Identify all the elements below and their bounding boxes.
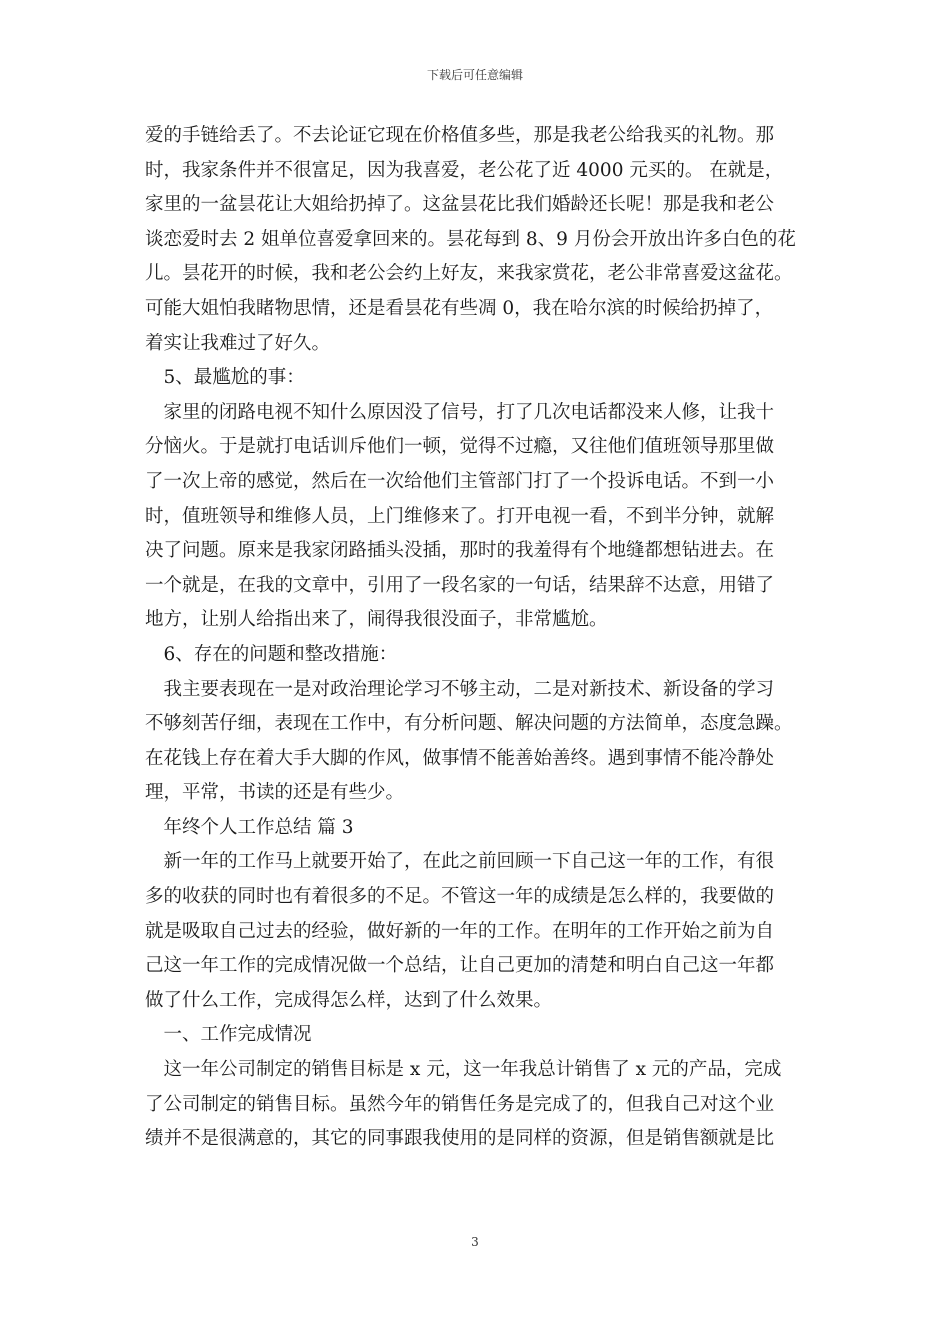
text-line: 谈恋爱时去 2 姐单位喜爱拿回来的。昙花每到 8、9 月份会开放出许多白色的花 (145, 228, 796, 250)
text-line: 在花钱上存在着大手大脚的作风，做事情不能善始善终。遇到事情不能冷静处 (145, 747, 775, 769)
text-line: 做了什么工作，完成得怎么样，达到了什么效果。 (145, 989, 553, 1011)
text-line: 儿。昙花开的时候，我和老公会约上好友，来我家赏花，老公非常喜爱这盆花。 (145, 263, 793, 285)
page-header: 下载后可任意编辑 (426, 68, 523, 82)
document-body (145, 119, 813, 1157)
section-heading: 一、工作完成情况 (145, 1024, 312, 1046)
text-line: 己这一年工作的完成情况做一个总结，让自己更加的清楚和明白自己这一年都 (145, 955, 775, 977)
text-line: 这一年公司制定的销售目标是 x 元，这一年我总计销售了 x 元的产品，完成 (145, 1059, 782, 1081)
text-line: 一个就是，在我的文章中，引用了一段名家的一句话，结果辞不达意，用错了 (145, 574, 775, 596)
text-line: 家里的闭路电视不知什么原因没了信号，打了几次电话都没来人修，让我十 (145, 401, 775, 423)
text-line: 可能大姐怕我睹物思情，还是看昙花有些凋 0，我在哈尔滨的时候给扔掉了， (145, 297, 774, 319)
text-line: 着实让我难过了好久。 (145, 332, 331, 354)
text-line: 了公司制定的销售目标。虽然今年的销售任务是完成了的，但我自己对这个业 (145, 1093, 775, 1115)
text-line: 理，平常，书读的还是有些少。 (145, 782, 405, 804)
text-line: 绩并不是很满意的，其它的同事跟我使用的是同样的资源，但是销售额就是比 (145, 1128, 775, 1150)
text-line: 了一次上帝的感觉，然后在一次给他们主管部门打了一个投诉电话。不到一小 (145, 470, 775, 492)
text-line: 不够刻苦仔细，表现在工作中，有分析问题、解决问题的方法简单，态度急躁。 (145, 713, 793, 735)
text-line: 分恼火。于是就打电话训斥他们一顿，觉得不过瘾，又往他们值班领导那里做 (145, 436, 775, 458)
text-line: 家里的一盆昙花让大姐给扔掉了。这盆昙花比我们婚龄还长呢！那是我和老公 (145, 194, 775, 216)
text-line: 时，值班领导和维修人员，上门维修来了。打开电视一看，不到半分钟，就解 (145, 505, 775, 527)
text-line: 新一年的工作马上就要开始了，在此之前回顾一下自己这一年的工作，有很 (145, 851, 775, 873)
section-heading: 6、存在的问题和整改措施： (145, 643, 398, 665)
section-heading: 5、最尴尬的事： (145, 367, 305, 389)
text-line: 地方，让别人给指出来了，闹得我很没面子，非常尴尬。 (145, 609, 608, 631)
text-line: 时，我家条件并不很富足，因为我喜爱，老公花了近 4000 元买的。 在就是， (145, 159, 784, 181)
text-line: 就是吸取自己过去的经验，做好新的一年的工作。在明年的工作开始之前为自 (145, 920, 775, 942)
text-line: 决了问题。原来是我家闭路插头没插，那时的我羞得有个地缝都想钻进去。在 (145, 540, 775, 562)
page-number: 3 (471, 1235, 479, 1249)
text-line: 我主要表现在一是对政治理论学习不够主动，二是对新技术、新设备的学习 (145, 678, 775, 700)
article-title: 年终个人工作总结 篇 3 (145, 816, 354, 838)
text-line: 爱的手链给丢了。不去论证它现在价格值多些，那是我老公给我买的礼物。那 (145, 125, 775, 146)
text-line: 多的收获的同时也有着很多的不足。不管这一年的成绩是怎么样的，我要做的 (145, 886, 775, 908)
